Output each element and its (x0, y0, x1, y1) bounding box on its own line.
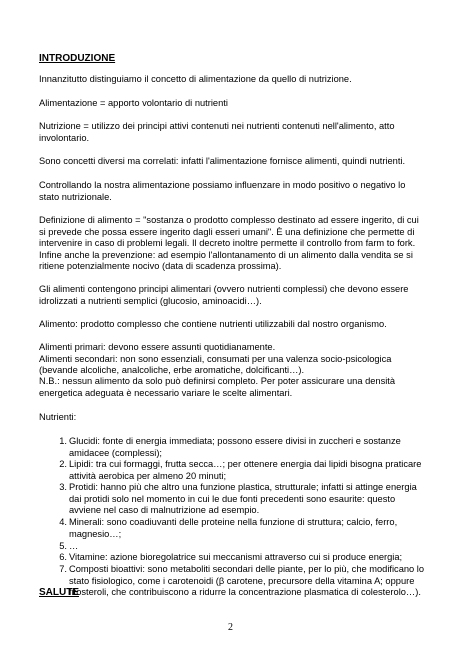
intro-heading: INTRODUZIONE (39, 53, 116, 64)
paragraph-11: Nutrienti: (39, 412, 77, 422)
list-number: 3. (59, 482, 67, 492)
paragraph-7: Gli alimenti contengono principi alimentari (ovvero nutrienti complessi) che devono essere idrolizzati a nutrienti semplici (glucosio, aminoacidi…). (39, 284, 409, 306)
paragraph-5: Controllando la nostra alimentazione possiamo influenzare in modo positivo o negativo lo stato nutrizionale. (39, 180, 406, 202)
paragraph-9: Alimenti primari: devono essere assunti quotidianamente. Alimenti secondari: non sono essenziali, consumati per una valenza socio-psicologica (bevande alcoliche, analcoliche, erbe aromatiche, dolcificanti…). (39, 342, 392, 376)
section-heading-salute: SALUTE (39, 587, 79, 598)
list-number: 2. (59, 459, 67, 469)
list-number: 6. (59, 552, 67, 562)
list-number: 7. (59, 564, 67, 574)
paragraph-6: Definizione di alimento = "sostanza o prodotto complesso destinato ad essere ingerito, di cui si prevede che possa essere ingerito dagli esseri umani". È una definizione che permette di intervenire in caso di problemi legali. Il decreto inoltre permette il controllo from farm to fork. Infine anche la prevenzione: ad esempio l'allontanamento di un alimento dalla vendita se si ritiene potenzialmente nocivo (data di scadenza prossima). (39, 215, 419, 272)
list-number: 1. (59, 436, 67, 446)
paragraph-1: Innanzitutto distinguiamo il concetto di alimentazione da quello di nutrizione. (39, 74, 352, 84)
list-text: Protidi: hanno più che altro una funzione plastica, strutturale; infatti si attinge energia dai protidi solo nel momento in cui le due fonti precedenti sono esaurite: questo avviene nel caso di malnutrizione ad esempio. (69, 482, 417, 516)
paragraph-10: N.B.: nessun alimento da solo può definirsi completo. Per poter assicurare una densità energetica adeguata è necessario variare le scelte alimentari. (39, 376, 396, 398)
list-text: Composti bioattivi: sono metaboliti secondari delle piante, per lo più, che modificano lo stato fisiologico, come i carotenoidi (β carotene, precursore della vitamina A; oppure fitosteroli, che contribuiscono a ridurre la concentrazione plasmatica di colesterolo…). (69, 564, 425, 598)
paragraph-8: Alimento: prodotto complesso che contiene nutrienti utilizzabili dal nostro organismo. (39, 319, 387, 329)
list-text: Vitamine: azione bioregolatrice sui meccanismi attraverso cui si produce energia; (69, 552, 403, 562)
paragraph-3: Nutrizione = utilizzo dei principi attivi contenuti nei nutrienti contenuti nell'alimento, atto involontario. (39, 121, 395, 143)
page-number: 2 (228, 622, 233, 633)
list-number: 5. (59, 541, 67, 551)
paragraph-2: Alimentazione = apporto volontario di nutrienti (39, 98, 228, 108)
list-number: 4. (59, 517, 67, 527)
list-text: Lipidi: tra cui formaggi, frutta secca…; per ottenere energia dai lipidi bisogna praticare attività aerobica per almeno 20 minuti; (69, 459, 422, 481)
list-text: … (69, 541, 79, 551)
list-text: Glucidi: fonte di energia immediata; possono essere divisi in zuccheri e sostanze amidacee (complessi); (69, 436, 401, 458)
paragraph-4: Sono concetti diversi ma correlati: infatti l'alimentazione fornisce alimenti, quindi nutrienti. (39, 156, 406, 166)
list-text: Minerali: sono coadiuvanti delle proteine nella funzione di struttura; calcio, ferro, magnesio…; (69, 517, 398, 539)
